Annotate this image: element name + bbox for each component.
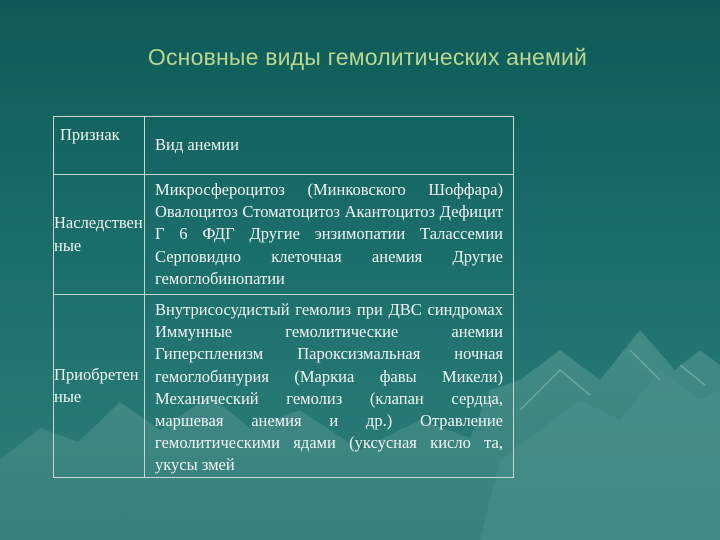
header-cell-type: Вид анемии [145,117,514,175]
slide-title: Основные виды гемолитических анемий [147,44,588,70]
anemia-table [53,116,514,478]
category-cell-acquired: Приобретенные [54,295,145,478]
table-header-row [54,117,514,175]
category-cell-hereditary: Наследственные [54,175,145,295]
table-row-hereditary [54,175,514,295]
table-row-acquired [54,295,514,478]
content-cell-acquired: Внутрисосудистый гемолиз при ДВС синдромах Иммунные гемолитические анемии Гиперспленизм Пароксизмальная ночная гемоглобинурия (Маркиа фавы Микели) Механический гемолиз (клапан сердца, маршевая анемия и др.) Отравление гемолитическими ядами (уксусная кисло та, укусы змей [145,295,514,478]
header-cell-feature: Признак [54,117,145,175]
content-cell-hereditary: Микросфероцитоз (Минковского Шоффара) Овалоцитоз Стоматоцитоз Акантоцитоз Дефицит Г 6 ФДГ Другие энзимопатии Талассемии Серповидно клеточная анемия Другие гемоглобинопатии [145,175,514,295]
